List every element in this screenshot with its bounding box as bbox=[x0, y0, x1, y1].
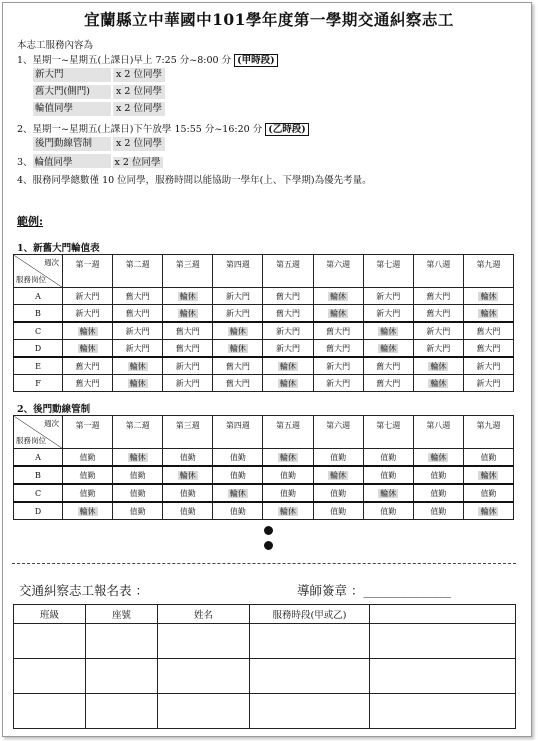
item-1-tag: (甲時段) bbox=[234, 54, 278, 67]
cell-text: 新大門 bbox=[225, 291, 250, 301]
cell-text: 新大門 bbox=[275, 326, 300, 336]
cell-text: 舊大門 bbox=[75, 361, 100, 371]
row-id: C bbox=[14, 484, 63, 502]
cell-text: 輪休 bbox=[480, 291, 497, 301]
schedule-cell bbox=[413, 305, 463, 323]
cell-text: 值勤 bbox=[79, 488, 96, 498]
table-row bbox=[14, 305, 514, 323]
signup-title: 交通糾察志工報名表 ： bbox=[19, 583, 148, 598]
schedule-cell bbox=[263, 484, 313, 502]
schedule-cell bbox=[63, 288, 113, 305]
table-row bbox=[14, 484, 514, 502]
cell-text: 舊大門 bbox=[426, 308, 451, 318]
duty-label: 舊大門(側門) bbox=[33, 85, 111, 99]
cell-text: 值勤 bbox=[480, 488, 497, 498]
week-header: 第四週 bbox=[213, 416, 263, 449]
cell-text: 輪休 bbox=[480, 470, 497, 480]
cell-text: 舊大門 bbox=[376, 361, 401, 371]
schedule-cell bbox=[363, 288, 413, 305]
signup-table bbox=[13, 604, 516, 729]
schedule-cell bbox=[163, 466, 213, 484]
signup-cell[interactable] bbox=[14, 659, 86, 694]
sign-label: 導師簽章 ： bbox=[297, 583, 364, 598]
schedule-cell bbox=[463, 357, 513, 375]
schedule-cell bbox=[413, 484, 463, 502]
cell-text: 新大門 bbox=[75, 308, 100, 318]
signup-col-header: 姓名 bbox=[158, 605, 250, 624]
cell-text: 值勤 bbox=[330, 506, 347, 516]
schedule-cell bbox=[363, 484, 413, 502]
cell-text: 輪休 bbox=[279, 361, 296, 371]
cell-text: 舊大門 bbox=[125, 308, 150, 318]
week-header: 第八週 bbox=[413, 255, 463, 288]
signup-cell[interactable] bbox=[250, 694, 370, 729]
signup-col-header: 服務時段(甲或乙) bbox=[250, 605, 370, 624]
cell-text: 值勤 bbox=[380, 470, 397, 480]
cell-text: 舊大門 bbox=[225, 361, 250, 371]
cell-text: 新大門 bbox=[175, 378, 200, 388]
schedule-cell bbox=[63, 502, 113, 520]
cell-text: 新大門 bbox=[125, 343, 150, 353]
row-id: A bbox=[14, 449, 63, 467]
schedule-cell bbox=[363, 466, 413, 484]
corner-cell bbox=[14, 255, 63, 288]
duty-count: x 2 位同學 bbox=[113, 85, 165, 99]
signup-cell[interactable] bbox=[370, 694, 516, 729]
cell-text: 輪休 bbox=[129, 378, 146, 388]
cell-text: 新大門 bbox=[275, 343, 300, 353]
cell-text: 輪休 bbox=[480, 506, 497, 516]
cell-text: 新大門 bbox=[376, 291, 401, 301]
signup-col-header bbox=[370, 605, 516, 624]
cell-text: 輪休 bbox=[330, 291, 347, 301]
signup-cell[interactable] bbox=[14, 694, 86, 729]
cell-text: 值勤 bbox=[430, 470, 447, 480]
cell-text: 值勤 bbox=[279, 470, 296, 480]
cell-text: 舊大門 bbox=[326, 343, 351, 353]
schedule-cell bbox=[413, 340, 463, 358]
schedule-cell bbox=[313, 449, 363, 467]
signup-cell[interactable] bbox=[158, 694, 250, 729]
week-header: 第七週 bbox=[363, 416, 413, 449]
row-id: D bbox=[14, 340, 63, 358]
schedule-cell bbox=[363, 357, 413, 375]
cell-text: 輪休 bbox=[279, 378, 296, 388]
cell-text: 輪休 bbox=[279, 506, 296, 516]
week-header: 第三週 bbox=[163, 255, 213, 288]
schedule-cell bbox=[113, 305, 163, 323]
cell-text: 值勤 bbox=[430, 488, 447, 498]
example-heading: 範例: bbox=[17, 215, 44, 228]
signup-cell[interactable] bbox=[250, 624, 370, 659]
cell-text: 新大門 bbox=[476, 378, 501, 388]
schedule-cell bbox=[313, 288, 363, 305]
duty-label: 後門動線管制 bbox=[33, 137, 111, 151]
signup-col-header: 座號 bbox=[86, 605, 158, 624]
cell-text: 值勤 bbox=[179, 452, 196, 462]
table-row bbox=[14, 466, 514, 484]
schedule-cell bbox=[113, 484, 163, 502]
cell-text: 新大門 bbox=[426, 326, 451, 336]
schedule-cell bbox=[163, 375, 213, 392]
schedule-cell bbox=[313, 484, 363, 502]
schedule-cell bbox=[213, 449, 263, 467]
schedule-cell bbox=[213, 357, 263, 375]
table-row bbox=[14, 288, 514, 305]
cell-text: 輪休 bbox=[79, 343, 96, 353]
row-id: A bbox=[14, 288, 63, 305]
cell-text: 值勤 bbox=[380, 452, 397, 462]
schedule-cell bbox=[213, 466, 263, 484]
cell-text: 新大門 bbox=[426, 343, 451, 353]
row-id: B bbox=[14, 466, 63, 484]
cell-text: 值勤 bbox=[229, 470, 246, 480]
duty-a-row bbox=[33, 68, 165, 82]
cell-text: 輪休 bbox=[229, 488, 246, 498]
page-title: 宜蘭縣立中華國中101學年度第一學期交通糾察志工 bbox=[84, 10, 454, 29]
schedule-cell bbox=[163, 340, 213, 358]
signup-cell[interactable] bbox=[86, 659, 158, 694]
item-1-text: 星期一~星期五(上課日)早上 7:25 分~8:00 分 bbox=[32, 55, 232, 66]
cell-text: 舊大門 bbox=[376, 378, 401, 388]
schedule-cell bbox=[213, 322, 263, 340]
duty-b-row bbox=[33, 137, 165, 151]
schedule-cell bbox=[263, 449, 313, 467]
week-header: 第二週 bbox=[113, 416, 163, 449]
schedule-cell bbox=[363, 340, 413, 358]
week-header: 第六週 bbox=[313, 255, 363, 288]
cell-text: 新大門 bbox=[175, 361, 200, 371]
schedule-cell bbox=[413, 449, 463, 467]
corner-top-label: 週次 bbox=[44, 258, 59, 267]
table-row bbox=[14, 357, 514, 375]
cell-text: 新大門 bbox=[326, 378, 351, 388]
schedule-cell bbox=[363, 322, 413, 340]
signup-row bbox=[14, 659, 516, 694]
schedule-cell bbox=[213, 305, 263, 323]
row-id: D bbox=[14, 502, 63, 520]
corner-cell bbox=[14, 416, 63, 449]
cell-text: 輪休 bbox=[330, 308, 347, 318]
cell-text: 輪休 bbox=[430, 378, 447, 388]
cell-text: 值勤 bbox=[129, 506, 146, 516]
duty-count: x 2 位同學 bbox=[113, 137, 165, 151]
cell-text: 舊大門 bbox=[275, 291, 300, 301]
schedule-cell bbox=[263, 288, 313, 305]
item-1-num: 1、 bbox=[17, 55, 33, 66]
schedule-cell bbox=[213, 288, 263, 305]
duty-a-row bbox=[33, 102, 165, 116]
cell-text: 舊大門 bbox=[225, 378, 250, 388]
cell-text: 值勤 bbox=[229, 452, 246, 462]
schedule-cell bbox=[463, 466, 513, 484]
schedule-cell bbox=[313, 375, 363, 392]
rotation-table-backgate bbox=[13, 415, 514, 520]
cell-text: 新大門 bbox=[326, 361, 351, 371]
table-row bbox=[14, 449, 514, 467]
cell-text: 舊大門 bbox=[426, 291, 451, 301]
schedule-cell bbox=[413, 288, 463, 305]
cell-text: 值勤 bbox=[480, 452, 497, 462]
item-4-text: 服務同學總數僅 10 位同學，服務時間以能協助一學年(上、下學期)為優先考量。 bbox=[32, 175, 372, 186]
cell-text: 舊大門 bbox=[476, 343, 501, 353]
schedule-cell bbox=[163, 357, 213, 375]
week-header: 第二週 bbox=[113, 255, 163, 288]
schedule-cell bbox=[463, 322, 513, 340]
signup-cell[interactable] bbox=[250, 659, 370, 694]
cell-text: 新大門 bbox=[225, 308, 250, 318]
schedule-cell bbox=[113, 502, 163, 520]
duty-label: 輪值同學 bbox=[33, 102, 111, 116]
schedule-cell bbox=[63, 375, 113, 392]
week-header: 第九週 bbox=[463, 416, 513, 449]
signup-cell[interactable] bbox=[370, 659, 516, 694]
item-3 bbox=[17, 154, 163, 168]
schedule-cell bbox=[163, 502, 213, 520]
signup-row bbox=[14, 624, 516, 659]
table-row bbox=[14, 502, 514, 520]
item-2-num: 2、 bbox=[17, 124, 33, 135]
cell-text: 新大門 bbox=[476, 361, 501, 371]
item-3-label: 輪值同學 bbox=[33, 154, 111, 168]
corner-top-label: 週次 bbox=[44, 419, 59, 428]
row-id: E bbox=[14, 357, 63, 375]
signup-cell[interactable] bbox=[370, 624, 516, 659]
cell-text: 舊大門 bbox=[476, 326, 501, 336]
cell-text: 值勤 bbox=[179, 506, 196, 516]
rotation-table-gates bbox=[13, 254, 514, 392]
item-2-tag: (乙時段) bbox=[265, 123, 309, 136]
cell-text: 輪休 bbox=[79, 326, 96, 336]
cell-text: 舊大門 bbox=[175, 343, 200, 353]
corner-bottom-label: 服務岗位 bbox=[16, 275, 46, 284]
item-2 bbox=[17, 121, 309, 135]
schedule-cell bbox=[163, 305, 213, 323]
schedule-cell bbox=[163, 288, 213, 305]
row-id: C bbox=[14, 322, 63, 340]
cell-text: 值勤 bbox=[179, 488, 196, 498]
cell-text: 輪休 bbox=[179, 308, 196, 318]
cell-text: 輪休 bbox=[229, 326, 246, 336]
schedule-cell bbox=[313, 357, 363, 375]
schedule-cell bbox=[63, 340, 113, 358]
schedule-cell bbox=[313, 322, 363, 340]
week-header: 第一週 bbox=[63, 255, 113, 288]
schedule-cell bbox=[313, 340, 363, 358]
schedule-cell bbox=[463, 340, 513, 358]
signup-cell[interactable] bbox=[14, 624, 86, 659]
table2-caption: 2、後門動線管制 bbox=[17, 404, 91, 415]
signup-row bbox=[14, 694, 516, 729]
schedule-cell bbox=[263, 340, 313, 358]
cell-text: 輪休 bbox=[430, 361, 447, 371]
schedule-cell bbox=[413, 375, 463, 392]
cell-text: 輪休 bbox=[229, 343, 246, 353]
cell-text: 輪休 bbox=[129, 361, 146, 371]
schedule-cell bbox=[113, 375, 163, 392]
bullet-dot bbox=[264, 541, 273, 550]
schedule-cell bbox=[213, 340, 263, 358]
week-header: 第三週 bbox=[163, 416, 213, 449]
schedule-cell bbox=[163, 484, 213, 502]
cut-line bbox=[12, 563, 516, 564]
item-1 bbox=[17, 52, 278, 66]
week-header: 第八週 bbox=[413, 416, 463, 449]
schedule-cell bbox=[463, 288, 513, 305]
week-header: 第一週 bbox=[63, 416, 113, 449]
signup-cell[interactable] bbox=[86, 694, 158, 729]
schedule-cell bbox=[63, 322, 113, 340]
week-header: 第五週 bbox=[263, 255, 313, 288]
row-id: F bbox=[14, 375, 63, 392]
duty-a-row bbox=[33, 85, 165, 99]
item-4 bbox=[17, 172, 372, 186]
signup-col-header: 班級 bbox=[14, 605, 86, 624]
signup-cell[interactable] bbox=[158, 659, 250, 694]
schedule-cell bbox=[313, 466, 363, 484]
table-row bbox=[14, 340, 514, 358]
schedule-cell bbox=[263, 466, 313, 484]
schedule-cell bbox=[413, 466, 463, 484]
cell-text: 輪休 bbox=[380, 488, 397, 498]
week-header: 第九週 bbox=[463, 255, 513, 288]
item-3-count: x 2 位同學 bbox=[114, 157, 161, 168]
schedule-cell bbox=[113, 322, 163, 340]
cell-text: 值勤 bbox=[380, 506, 397, 516]
week-header: 第七週 bbox=[363, 255, 413, 288]
schedule-cell bbox=[113, 288, 163, 305]
cell-text: 舊大門 bbox=[175, 326, 200, 336]
schedule-cell bbox=[113, 357, 163, 375]
schedule-cell bbox=[463, 375, 513, 392]
duty-label: 新大門 bbox=[33, 68, 111, 82]
corner-bottom-label: 服務岗位 bbox=[16, 436, 46, 445]
schedule-cell bbox=[113, 466, 163, 484]
schedule-cell bbox=[413, 357, 463, 375]
cell-text: 舊大門 bbox=[75, 378, 100, 388]
cell-text: 輪休 bbox=[430, 452, 447, 462]
cell-text: 舊大門 bbox=[125, 291, 150, 301]
schedule-cell bbox=[63, 484, 113, 502]
signup-cell[interactable] bbox=[158, 624, 250, 659]
bullet-dot bbox=[264, 526, 273, 535]
cell-text: 輪休 bbox=[179, 470, 196, 480]
cell-text: 輪休 bbox=[79, 506, 96, 516]
schedule-cell bbox=[413, 322, 463, 340]
schedule-cell bbox=[263, 305, 313, 323]
schedule-cell bbox=[313, 305, 363, 323]
schedule-cell bbox=[363, 305, 413, 323]
schedule-cell bbox=[113, 340, 163, 358]
cell-text: 舊大門 bbox=[326, 326, 351, 336]
schedule-cell bbox=[63, 466, 113, 484]
week-header: 第五週 bbox=[263, 416, 313, 449]
cell-text: 值勤 bbox=[79, 452, 96, 462]
schedule-cell bbox=[463, 449, 513, 467]
schedule-cell bbox=[163, 322, 213, 340]
cell-text: 新大門 bbox=[75, 291, 100, 301]
item-4-num: 4、 bbox=[17, 175, 33, 186]
cell-text: 輪休 bbox=[179, 291, 196, 301]
schedule-cell bbox=[163, 449, 213, 467]
schedule-cell bbox=[463, 484, 513, 502]
cell-text: 值勤 bbox=[229, 506, 246, 516]
item-3-num: 3、 bbox=[17, 157, 33, 168]
cell-text: 輪休 bbox=[279, 452, 296, 462]
duty-count: x 2 位同學 bbox=[113, 102, 165, 116]
schedule-cell bbox=[113, 449, 163, 467]
row-id: B bbox=[14, 305, 63, 323]
schedule-cell bbox=[63, 449, 113, 467]
teacher-sign bbox=[297, 581, 451, 599]
cell-text: 值勤 bbox=[430, 506, 447, 516]
week-header: 第四週 bbox=[213, 255, 263, 288]
schedule-cell bbox=[263, 322, 313, 340]
schedule-cell bbox=[263, 357, 313, 375]
cell-text: 值勤 bbox=[129, 470, 146, 480]
table1-caption: 1、新舊大門輪值表 bbox=[17, 243, 100, 254]
cell-text: 輪休 bbox=[480, 308, 497, 318]
week-header: 第六週 bbox=[313, 416, 363, 449]
schedule-cell bbox=[363, 375, 413, 392]
cell-text: 值勤 bbox=[279, 488, 296, 498]
schedule-cell bbox=[363, 449, 413, 467]
cell-text: 新大門 bbox=[125, 326, 150, 336]
cell-text: 舊大門 bbox=[275, 308, 300, 318]
duty-count: x 2 位同學 bbox=[113, 68, 165, 82]
schedule-cell bbox=[363, 502, 413, 520]
schedule-cell bbox=[63, 305, 113, 323]
schedule-cell bbox=[263, 502, 313, 520]
cell-text: 新大門 bbox=[376, 308, 401, 318]
schedule-cell bbox=[263, 375, 313, 392]
schedule-cell bbox=[313, 502, 363, 520]
cell-text: 輪休 bbox=[380, 343, 397, 353]
schedule-cell bbox=[213, 502, 263, 520]
schedule-cell bbox=[213, 484, 263, 502]
schedule-cell bbox=[413, 502, 463, 520]
signup-cell[interactable] bbox=[86, 624, 158, 659]
sign-line[interactable]: ______________ bbox=[363, 583, 451, 598]
cell-text: 值勤 bbox=[330, 452, 347, 462]
schedule-cell bbox=[213, 375, 263, 392]
table-row bbox=[14, 375, 514, 392]
cell-text: 輪休 bbox=[330, 470, 347, 480]
schedule-cell bbox=[463, 305, 513, 323]
cell-text: 輪休 bbox=[129, 452, 146, 462]
item-2-text: 星期一~星期五(上課日)下午放學 15:55 分~16:20 分 bbox=[32, 124, 263, 135]
cell-text: 值勤 bbox=[330, 488, 347, 498]
schedule-cell bbox=[463, 502, 513, 520]
cell-text: 值勤 bbox=[129, 488, 146, 498]
table-row bbox=[14, 322, 514, 340]
schedule-cell bbox=[63, 357, 113, 375]
cell-text: 值勤 bbox=[79, 470, 96, 480]
intro-text: 本志工服務內容為 bbox=[17, 40, 94, 51]
cell-text: 輪休 bbox=[380, 326, 397, 336]
